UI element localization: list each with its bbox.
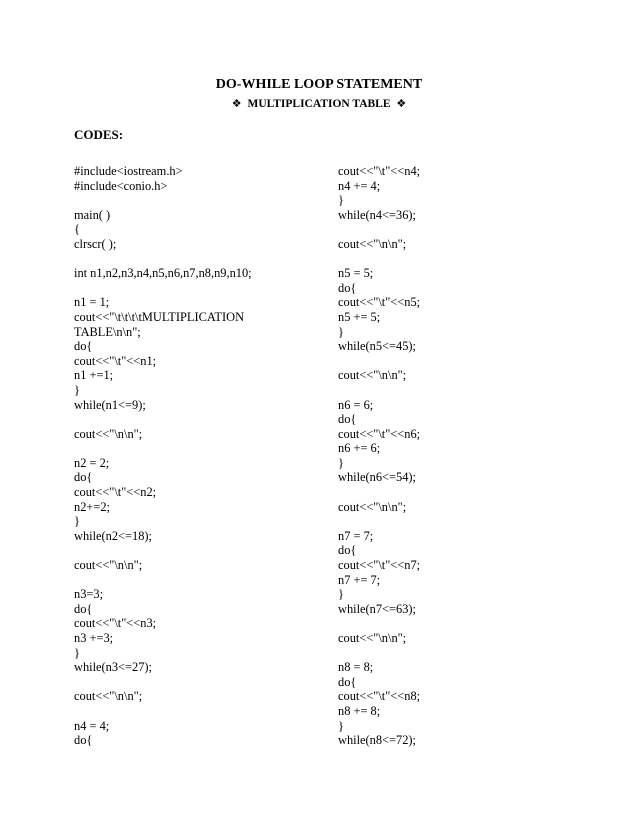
code-line: cout<<"\n\n"; [338, 631, 407, 645]
code-line [74, 573, 324, 588]
code-line: } [338, 193, 344, 208]
code-line [338, 252, 588, 267]
code-line: do{ [338, 543, 357, 558]
code-line: cout<<"\t"<<n1; [74, 353, 157, 368]
code-line: #include<conio.h> [74, 178, 168, 193]
document-title: DO-WHILE LOOP STATEMENT [215, 77, 423, 92]
code-line [74, 193, 324, 208]
code-line: while(n7<=63); [338, 601, 416, 616]
code-line: cout<<"\t"<<n7; [338, 558, 421, 573]
code-line: do{ [74, 601, 93, 616]
code-line: cout<<"\n\n"; [338, 236, 407, 251]
code-line: { [74, 222, 80, 237]
code-line: n4 = 4; [74, 718, 110, 733]
code-line: } [338, 587, 344, 602]
code-line [338, 616, 588, 631]
code-line: cout<<"\t"<<n8; [338, 689, 421, 704]
code-line [74, 543, 324, 558]
code-line: n4 += 4; [338, 178, 381, 193]
code-line [74, 704, 324, 719]
code-line: n3 +=3; [74, 631, 114, 645]
code-line: n2 = 2; [74, 455, 110, 470]
code-line: cout<<"\t"<<n3; [74, 616, 157, 631]
code-line: cout<<"\n\n"; [74, 689, 143, 704]
code-line: do{ [338, 280, 357, 295]
code-line [338, 514, 588, 529]
code-line: do{ [74, 339, 93, 354]
code-line: while(n6<=54); [338, 470, 416, 485]
code-line: } [338, 718, 344, 733]
code-line: n6 += 6; [338, 441, 381, 456]
code-line: #include<iostream.h> [74, 164, 183, 178]
code-line: cout<<"\t"<<n6; [338, 426, 421, 441]
code-line: TABLE\n\n"; [74, 324, 141, 339]
subtitle-text: MULTIPLICATION TABLE [247, 98, 391, 110]
code-line: } [74, 645, 80, 660]
code-line: cout<<"\n\n"; [74, 558, 143, 573]
code-line: n8 += 8; [338, 703, 381, 718]
code-line: while(n3<=27); [74, 660, 152, 675]
code-line: do{ [338, 412, 357, 427]
code-line: n5 = 5; [338, 266, 374, 281]
code-line: while(n1<=9); [74, 397, 146, 412]
code-line: while(n4<=36); [338, 207, 416, 222]
code-line: while(n2<=18); [74, 528, 152, 543]
code-line: n7 = 7; [338, 528, 374, 543]
code-line [338, 485, 588, 500]
code-line [338, 222, 588, 237]
code-line: } [74, 382, 80, 397]
code-line: do{ [74, 733, 93, 748]
code-line [338, 646, 588, 661]
ornament-icon-right: ❖ [396, 97, 407, 110]
document-subtitle [0, 96, 638, 112]
code-column-left [74, 164, 324, 748]
code-line: int n1,n2,n3,n4,n5,n6,n7,n8,n9,n10; [74, 266, 252, 281]
code-line [74, 675, 324, 690]
code-line: cout<<"\n\n"; [74, 426, 143, 441]
code-line: n3=3; [74, 587, 104, 602]
code-line [74, 441, 324, 456]
code-line: do{ [74, 470, 93, 485]
code-line: while(n5<=45); [338, 339, 416, 354]
code-line [74, 252, 324, 267]
code-line [74, 412, 324, 427]
code-line [338, 383, 588, 398]
code-line: n1 = 1; [74, 295, 110, 310]
code-line: } [74, 514, 80, 529]
code-line: cout<<"\t"<<n4; [338, 164, 421, 178]
code-line: cout<<"\t"<<n2; [74, 485, 157, 500]
code-column-right [338, 164, 588, 748]
code-line: n8 = 8; [338, 660, 374, 675]
code-line: cout<<"\t\t\t\tMULTIPLICATION [74, 309, 245, 324]
code-line: main( ) [74, 207, 111, 222]
code-line: n7 += 7; [338, 572, 381, 587]
code-line: n6 = 6; [338, 397, 374, 412]
code-line: n2+=2; [74, 499, 111, 514]
code-line: } [338, 455, 344, 470]
code-line: cout<<"\n\n"; [338, 499, 407, 514]
code-line: cout<<"\n\n"; [338, 368, 407, 383]
codes-label: CODES: [74, 127, 124, 142]
code-line: clrscr( ); [74, 236, 117, 251]
code-line: do{ [338, 674, 357, 689]
code-line: n5 += 5; [338, 309, 381, 324]
code-line: while(n8<=72); [338, 733, 416, 748]
code-line: n1 +=1; [74, 368, 114, 383]
ornament-icon-left: ❖ [231, 97, 242, 110]
code-line: cout<<"\t"<<n5; [338, 295, 421, 310]
code-line: } [338, 324, 344, 339]
code-line [338, 354, 588, 369]
code-line [74, 281, 324, 296]
